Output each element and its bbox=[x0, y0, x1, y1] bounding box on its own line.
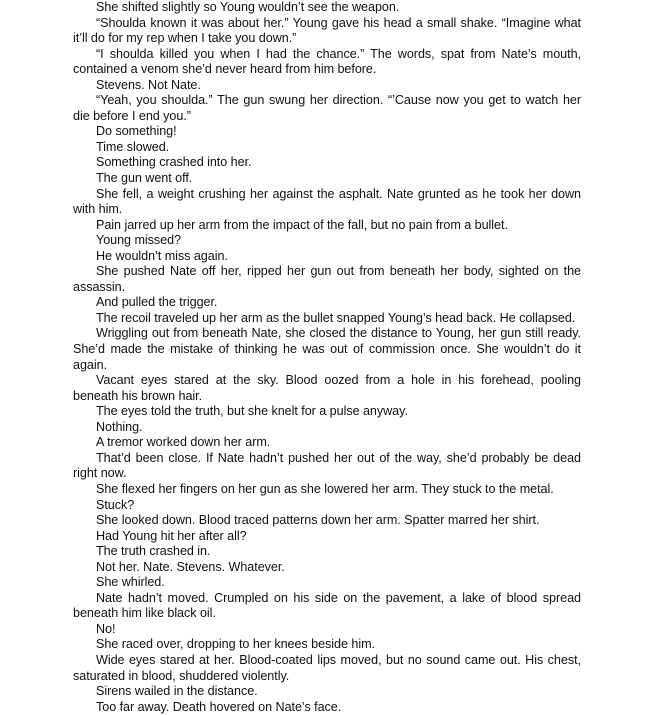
paragraph: Nothing. bbox=[96, 419, 143, 434]
paragraph: Sirens wailed in the distance. bbox=[96, 684, 258, 699]
paragraph: She whirled. bbox=[96, 575, 165, 590]
paragraph: And pulled the trigger. bbox=[96, 295, 218, 310]
paragraph: Not her. Nate. Stevens. Whatever. bbox=[96, 559, 285, 574]
paragraph: She shifted slightly so Young wouldn’t see the weapon. bbox=[96, 0, 400, 14]
paragraph: That’d been close. If Nate hadn’t pushed her out of the way, she’d probably be dead right now. bbox=[73, 450, 581, 481]
paragraph: The eyes told the truth, but she knelt for a pulse anyway. bbox=[96, 404, 408, 419]
paragraph: She pushed Nate off her, ripped her gun out from beneath her body, sighted on the assassin. bbox=[73, 264, 581, 294]
paragraph: Time slowed. bbox=[96, 139, 170, 154]
paragraph: “Shoulda known it was about her.” Young gave his head a small shake. “Imagine what it’ll do for my rep when I take you down.” bbox=[73, 15, 581, 46]
paragraph: No! bbox=[96, 621, 116, 636]
paragraph: Young missed? bbox=[96, 233, 182, 248]
paragraph: Vacant eyes stared at the sky. Blood oozed from a hole in his forehead, pooling beneath his brown hair. bbox=[73, 373, 581, 403]
paragraph: He wouldn’t miss again. bbox=[96, 248, 228, 263]
paragraph: She fell, a weight crushing her against the asphalt. Nate grunted as he took her down with him. bbox=[73, 186, 581, 217]
paragraph: She looked down. Blood traced patterns down her arm. Spatter marred her shirt. bbox=[96, 513, 540, 528]
paragraph: Too far away. Death hovered on Nate’s face. bbox=[96, 699, 342, 714]
paragraph: Something crashed into her. bbox=[96, 155, 252, 170]
paragraph: “I shoulda killed you when I had the chance.” The words, spat from Nate’s mouth, contained a venom she’d never heard from him before. bbox=[73, 46, 581, 77]
paragraph: A tremor worked down her arm. bbox=[96, 435, 271, 450]
paragraph: Stuck? bbox=[96, 497, 135, 512]
paragraph: She raced over, dropping to her knees beside him. bbox=[96, 637, 375, 652]
paragraph: Do something! bbox=[96, 124, 177, 139]
paragraph: Stevens. Not Nate. bbox=[96, 77, 201, 92]
paragraph: “Yeah, you shoulda.” The gun swung her direction. “’Cause now you get to watch her die before I end you.” bbox=[73, 93, 581, 123]
paragraph: Wriggling out from beneath Nate, she closed the distance to Young, her gun still ready. She’d made the mistake of thinking he was out of commission once. She wouldn’t do it again. bbox=[73, 326, 581, 372]
paragraph: She flexed her fingers on her gun as she lowered her arm. They stuck to the metal. bbox=[96, 481, 554, 496]
paragraph: The truth crashed in. bbox=[96, 544, 211, 559]
paragraph: Had Young hit her after all? bbox=[96, 528, 247, 543]
paragraph: The recoil traveled up her arm as the bullet snapped Young’s head back. He collapsed. bbox=[96, 310, 576, 325]
paragraph: Nate hadn’t moved. Crumpled on his side on the pavement, a lake of blood spread beneath him like black oil. bbox=[73, 590, 581, 621]
paragraph: Wide eyes stared at her. Blood-coated lips moved, but no sound came out. His chest, saturated in blood, shuddered violently. bbox=[73, 652, 581, 683]
paragraph: Pain jarred up her arm from the impact of the fall, but no pain from a bullet. bbox=[96, 217, 508, 232]
document-page bbox=[73, 0, 581, 715]
paragraph: The gun went off. bbox=[96, 171, 193, 186]
